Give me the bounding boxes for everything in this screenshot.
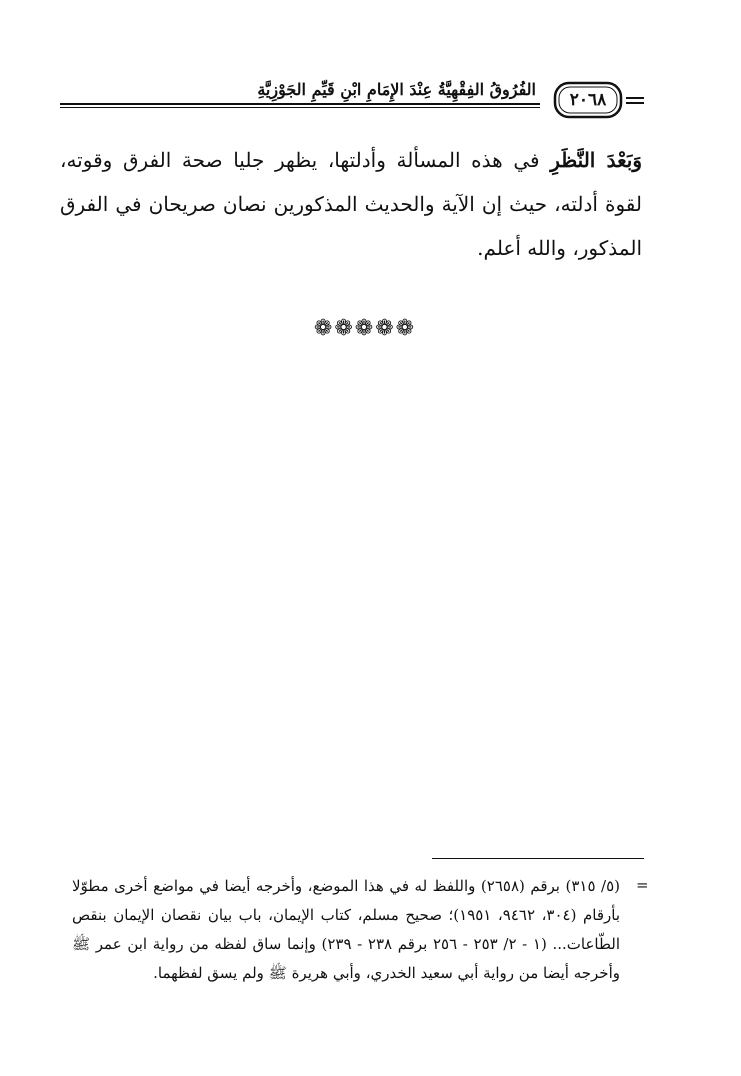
header-rule-thin — [60, 107, 540, 108]
body-paragraph — [60, 138, 642, 270]
header-rule — [60, 103, 540, 105]
header-rule-right-lower — [626, 102, 644, 104]
paragraph-lead: وَبَعْدَ النَّظَرِ — [550, 148, 642, 172]
footnote-text: (٥/ ٣١٥) برقم (٢٦٥٨) واللفظ له في هذا الموضع، وأخرجه أيضا في مواضع أخرى مطوّلا بأرقام (٣٠٤، ٩٤٦٢، ١٩٥١)؛ صحيح مسلم، كتاب الإيمان، باب بيان نقصان الإيمان بنقص الطّاعات... (١ - ٢/ ٢٥٣ - ٢٥٦ برقم ٢٣٨ - ٢٣٩) وإنما ساق لفظه من رواية ابن عمر ﷺ وأخرجه أيضا من رواية أبي سعيد الخدري، وأبي هريرة ﷺ ولم يسق لفظهما. — [72, 877, 621, 982]
footnote-continuation-marker: = — [636, 876, 649, 894]
header-rule-right — [626, 97, 644, 99]
running-header-title: الفُرُوقُ الفِقْهِيَّةُ عِنْدَ الإِمَامِ ابْنِ قَيِّمِ الجَوْزِيَّةِ — [257, 80, 536, 99]
ornament-separator: ❁❁❁❁❁ — [313, 316, 417, 341]
page-number: ٢٠٦٨ — [569, 90, 607, 110]
paragraph-text: في هذه المسألة وأدلتها، يظهر جليا صحة الفرق وقوته، لقوة أدلته، حيث إن الآية والحديث المذكورين نصان صريحان في الفرق المذكور، والله أعلم. — [60, 148, 642, 260]
footnote-divider — [432, 858, 644, 859]
